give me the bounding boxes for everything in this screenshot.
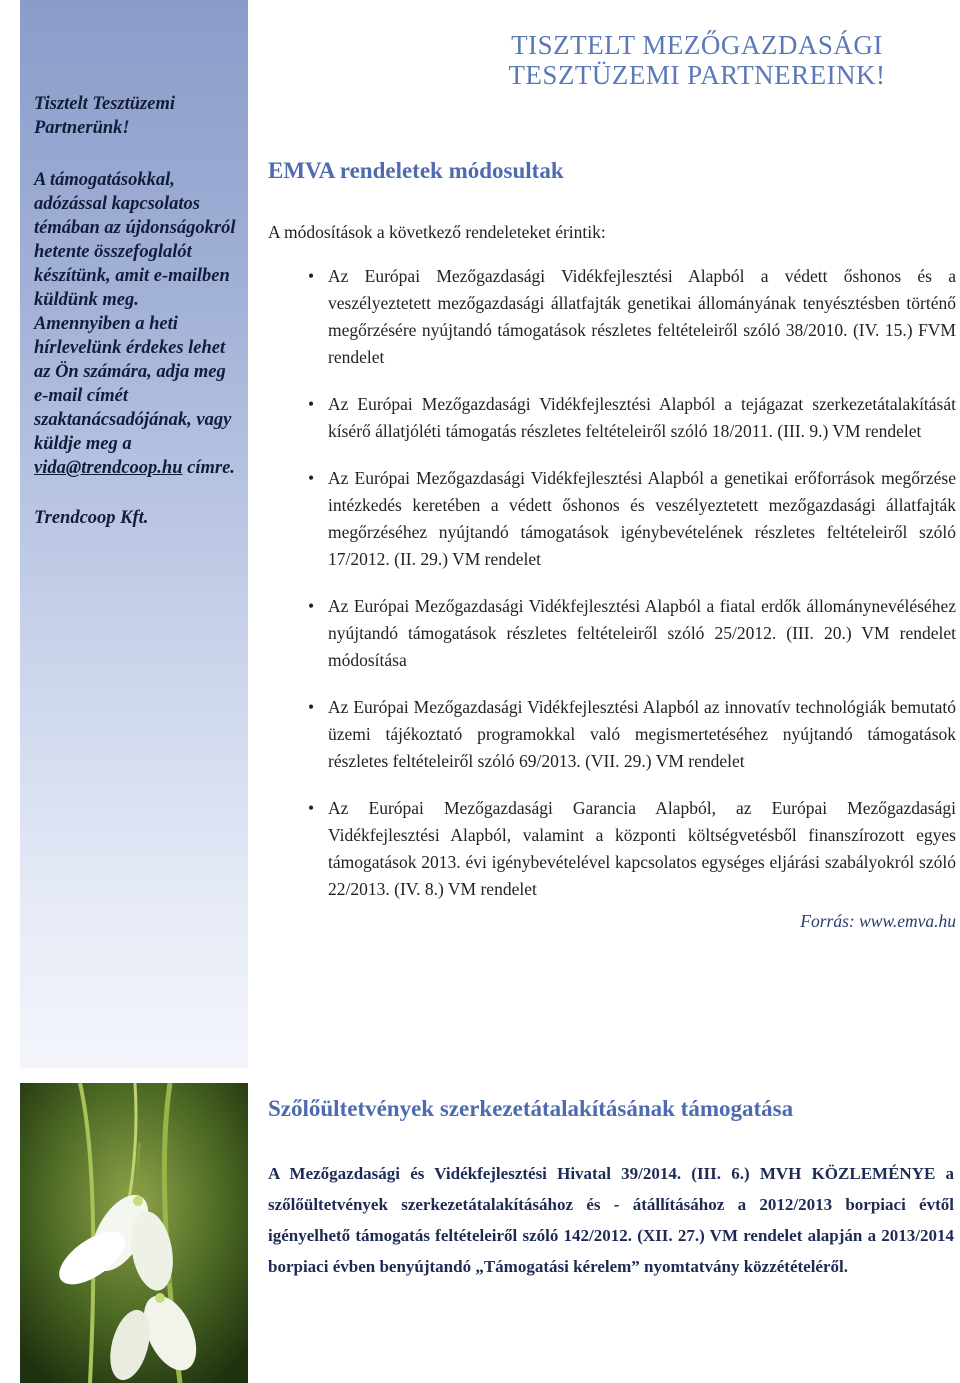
list-item-text: Az Európai Mezőgazdasági Vidékfejlesztési Alapból az innovatív technológiák bemutató üzemi tájékoztató programokkal való megismertetéséhez nyújtandó támogatások részletes feltételeiről szóló 69/2013. (VII. 29.) VM rendelet xyxy=(328,697,956,771)
list-item-text: Az Európai Mezőgazdasági Vidékfejlesztési Alapból a fiatal erdők állománynevéléséhez nyújtandó támogatások részletes feltételeiről szóló 25/2012. (III. 20.) VM rendelet módosítása xyxy=(328,596,956,670)
newsletter-sidebar xyxy=(20,0,248,1068)
page-header xyxy=(438,30,956,90)
bullet-icon: • xyxy=(308,596,315,616)
list-item-text: Az Európai Mezőgazdasági Garancia Alapból, az Európai Mezőgazdasági Vidékfejlesztési Alapból, valamint a központi költségvetésből finanszírozott egyes támogatások 2013. évi igénybevételével kapcsolatos egységes eljárási szabályokról szóló 22/2013. (IV. 8.) VM rendelet xyxy=(328,798,956,899)
bullet-icon: • xyxy=(308,468,315,488)
email-link[interactable]: vida@trendcoop.hu xyxy=(34,458,183,478)
header-line-1: TISZTELT MEZŐGAZDASÁGI xyxy=(511,30,883,60)
list-item xyxy=(268,465,956,573)
sidebar-message-text: A támogatásokkal, adózással kapcsolatos témában az újdonságokról hetente összefoglalót készítünk, amit e-mailben küldünk meg. Amennyiben a heti hírlevelünk érdekes lehet az Ön számára, adja meg e-mail címét szaktanácsadójának, vagy küldje meg a xyxy=(34,170,236,454)
bullet-icon: • xyxy=(308,266,315,286)
list-item-text: Az Európai Mezőgazdasági Vidékfejlesztési Alapból a tejágazat szerkezetátalakítását kísérő állatjóléti támogatás részletes feltételeiről szóló 18/2011. (III. 9.) VM rendelet xyxy=(328,394,956,441)
sidebar-message-end: címre. xyxy=(187,458,235,478)
sidebar-greeting: Tisztelt Tesztüzemi Partnerünk! xyxy=(34,94,175,138)
list-item-text: Az Európai Mezőgazdasági Vidékfejlesztési Alapból a védett őshonos és a veszélyeztetett mezőgazdasági állatfajták genetikai állományának tenyésztésben történő megőrzésére nyújtandó támogatások részletes feltételeiről szóló 38/2010. (IV. 15.) FVM rendelet xyxy=(328,266,956,367)
section2-title: Szőlőültetvények szerkezetátalakításának támogatása xyxy=(268,1096,794,1121)
section1-title: EMVA rendeletek módosultak xyxy=(268,158,564,183)
section1-intro: A módosítások a következő rendeleteket érintik: xyxy=(268,222,606,242)
list-item xyxy=(268,593,956,674)
sidebar-message xyxy=(34,168,238,480)
list-item xyxy=(268,263,956,371)
list-item-text: Az Európai Mezőgazdasági Vidékfejlesztési Alapból a genetikai erőforrások megőrzése intézkedés keretében a védett őshonos és veszélyeztetett mezőgazdasági állatfajták megőrzéséhez nyújtandó támogatások igénybevételének részletes feltételeiről szóló 17/2012. (II. 29.) VM rendelet xyxy=(328,468,956,569)
list-item xyxy=(268,391,956,445)
sidebar-signature: Trendcoop Kft. xyxy=(34,508,149,528)
source-credit: Forrás: www.emva.hu xyxy=(800,911,956,931)
list-item xyxy=(268,795,956,903)
mvh-notice: A Mezőgazdasági és Vidékfejlesztési Hivatal 39/2014. (III. 6.) MVH KÖZLEMÉNYE a szőlőültetvények szerkezetátalakításához és - átállításához a 2012/2013 borpiaci évtől igényelhető támogatás feltételeiről szóló 142/2012. (XII. 27.) VM rendelet alapján a 2013/2014 borpiaci évben benyújtandó „Támogatási kérelem” nyomtatvány közzétételéről. xyxy=(268,1164,954,1276)
bullet-icon: • xyxy=(308,697,315,717)
snowdrop-photo xyxy=(20,1083,248,1383)
header-line-2: TESZTÜZEMI PARTNEREINK! xyxy=(508,60,886,90)
bullet-icon: • xyxy=(308,798,315,818)
bullet-icon: • xyxy=(308,394,315,414)
main-content xyxy=(268,30,956,932)
regulations-list xyxy=(268,263,956,903)
snowdrop-image xyxy=(20,1083,248,1383)
list-item xyxy=(268,694,956,775)
